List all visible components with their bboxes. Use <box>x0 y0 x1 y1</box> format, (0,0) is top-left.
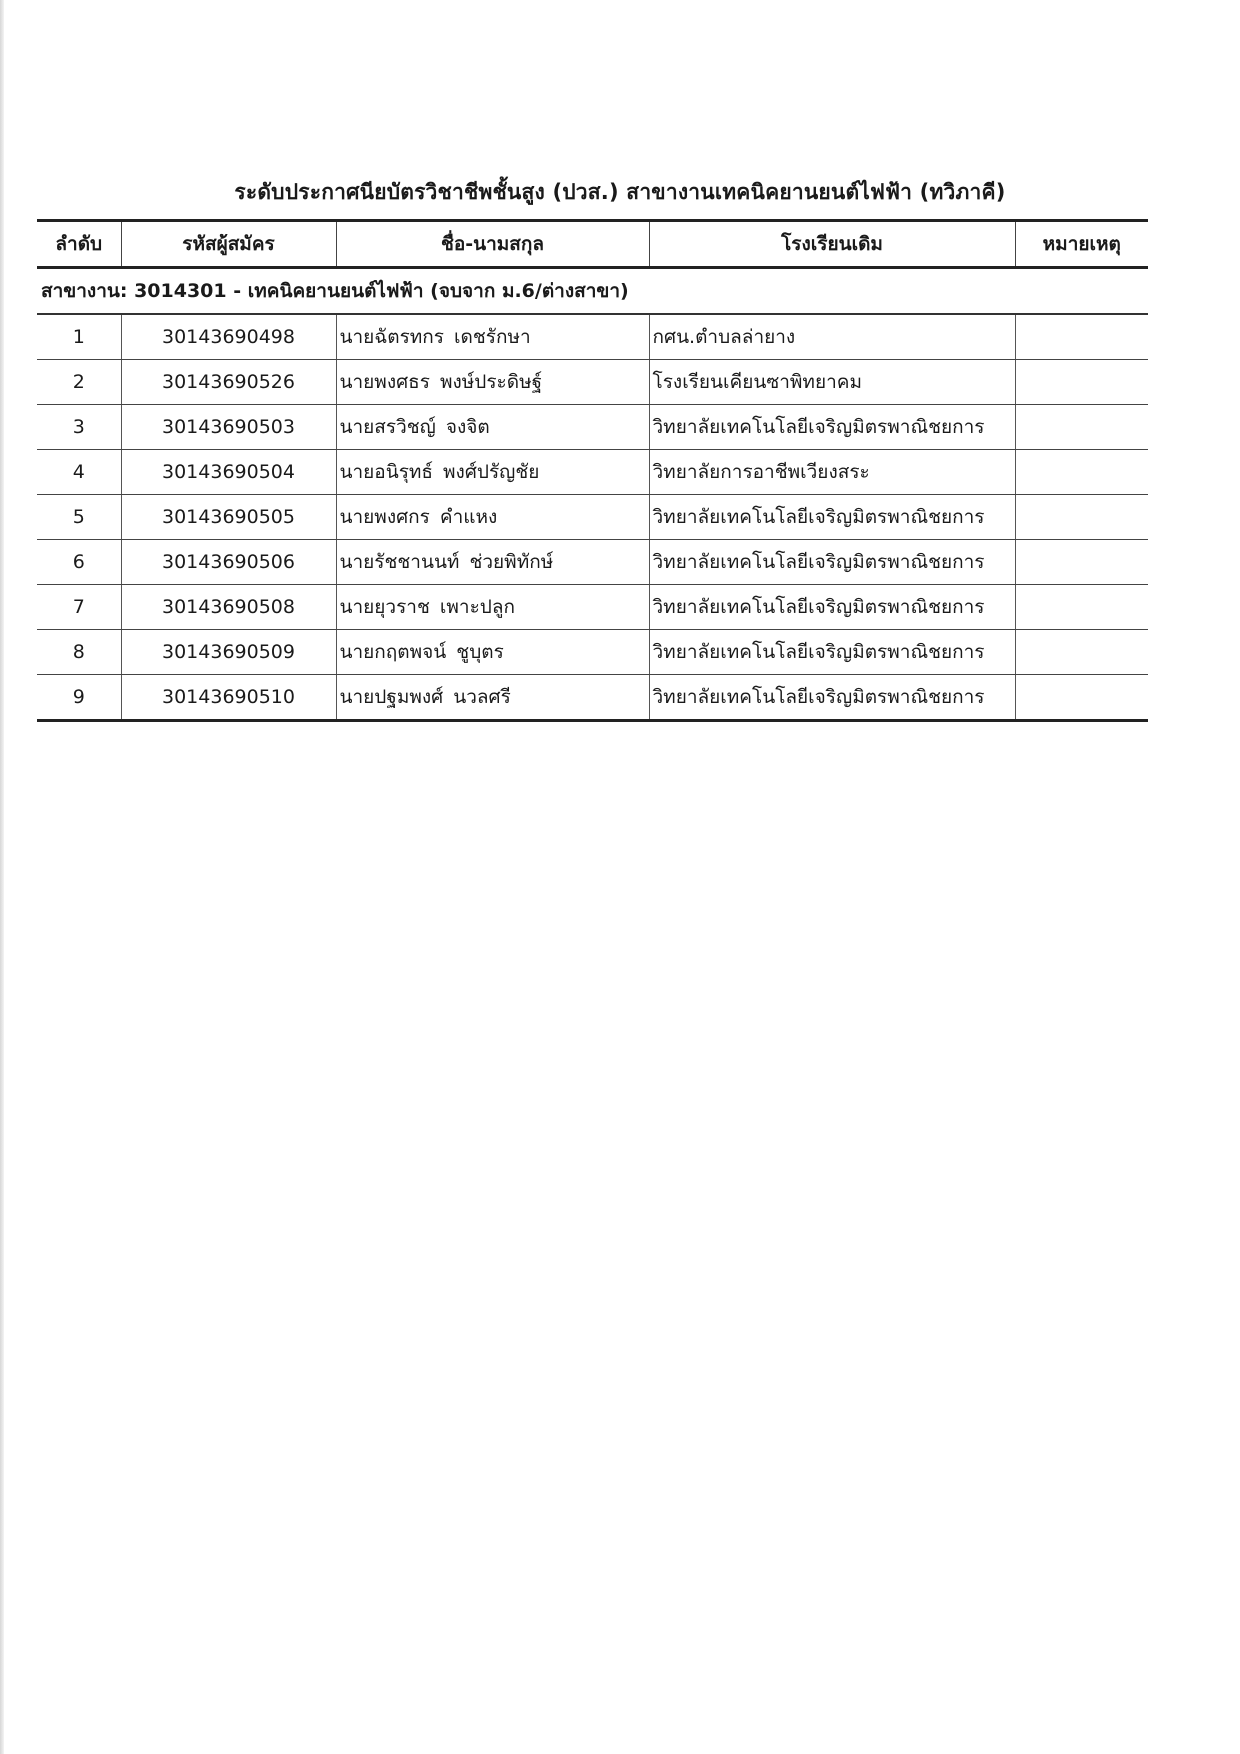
cell-remarks <box>1015 360 1148 405</box>
cell-order: 9 <box>37 675 121 721</box>
cell-remarks <box>1015 585 1148 630</box>
first-name: นายสรวิชญ์ <box>339 416 436 438</box>
last-name: ช่วยพิทักษ์ <box>469 551 554 573</box>
last-name: เพาะปลูก <box>439 596 515 618</box>
cell-remarks <box>1015 540 1148 585</box>
scan-edge <box>0 0 4 1754</box>
cell-full-name <box>336 450 649 495</box>
cell-applicant-id: 30143690506 <box>121 540 336 585</box>
header-remarks: หมายเหตุ <box>1015 221 1148 268</box>
header-full-name: ชื่อ-นามสกุล <box>336 221 649 268</box>
header-previous-school: โรงเรียนเดิม <box>649 221 1015 268</box>
cell-order: 8 <box>37 630 121 675</box>
cell-order: 3 <box>37 405 121 450</box>
last-name: จงจิต <box>445 416 490 438</box>
cell-previous-school: กศน.ตำบลล่ายาง <box>649 314 1015 360</box>
applicant-table <box>37 219 1148 722</box>
cell-applicant-id: 30143690510 <box>121 675 336 721</box>
table-body <box>37 268 1148 721</box>
first-name: นายอนิรุทธ์ <box>339 461 434 483</box>
first-name: นายพงศกร <box>339 506 430 528</box>
last-name: ชูบุตร <box>456 641 504 663</box>
cell-applicant-id: 30143690509 <box>121 630 336 675</box>
cell-order: 6 <box>37 540 121 585</box>
cell-previous-school: วิทยาลัยเทคโนโลยีเจริญมิตรพาณิชยการ <box>649 675 1015 721</box>
table-row <box>37 630 1148 675</box>
table-row <box>37 450 1148 495</box>
cell-order: 5 <box>37 495 121 540</box>
cell-full-name <box>336 495 649 540</box>
cell-full-name <box>336 675 649 721</box>
cell-applicant-id: 30143690503 <box>121 405 336 450</box>
section-label: สาขางาน: 3014301 - เทคนิคยานยนต์ไฟฟ้า (จบจาก ม.6/ต่างสาขา) <box>37 268 1148 315</box>
table-header <box>37 221 1148 268</box>
cell-remarks <box>1015 675 1148 721</box>
document-title: ระดับประกาศนียบัตรวิชาชีพชั้นสูง (ปวส.) สาขางานเทคนิคยานยนต์ไฟฟ้า (ทวิภาคี) <box>234 180 1006 204</box>
cell-order: 7 <box>37 585 121 630</box>
table-row <box>37 495 1148 540</box>
cell-previous-school: วิทยาลัยเทคโนโลยีเจริญมิตรพาณิชยการ <box>649 630 1015 675</box>
cell-full-name <box>336 314 649 360</box>
header-applicant-id: รหัสผู้สมัคร <box>121 221 336 268</box>
last-name: นวลศรี <box>453 686 511 708</box>
cell-previous-school: วิทยาลัยเทคโนโลยีเจริญมิตรพาณิชยการ <box>649 495 1015 540</box>
table-row <box>37 540 1148 585</box>
table-row <box>37 405 1148 450</box>
header-order: ลำดับ <box>37 221 121 268</box>
cell-remarks <box>1015 405 1148 450</box>
last-name: พงษ์ประดิษฐ์ <box>439 371 543 393</box>
cell-applicant-id: 30143690504 <box>121 450 336 495</box>
cell-applicant-id: 30143690508 <box>121 585 336 630</box>
cell-order: 1 <box>37 314 121 360</box>
cell-order: 4 <box>37 450 121 495</box>
cell-applicant-id: 30143690498 <box>121 314 336 360</box>
cell-full-name <box>336 405 649 450</box>
last-name: คำแหง <box>439 506 498 528</box>
cell-remarks <box>1015 630 1148 675</box>
cell-remarks <box>1015 495 1148 540</box>
table-row <box>37 360 1148 405</box>
first-name: นายยุวราช <box>339 596 430 618</box>
first-name: นายรัชชานนท์ <box>339 551 460 573</box>
cell-applicant-id: 30143690526 <box>121 360 336 405</box>
cell-full-name <box>336 585 649 630</box>
last-name: พงศ์ปรัญชัย <box>443 461 540 483</box>
cell-remarks <box>1015 314 1148 360</box>
cell-remarks <box>1015 450 1148 495</box>
cell-previous-school: วิทยาลัยเทคโนโลยีเจริญมิตรพาณิชยการ <box>649 405 1015 450</box>
cell-full-name <box>336 360 649 405</box>
first-name: นายพงศธร <box>339 371 430 393</box>
cell-full-name <box>336 630 649 675</box>
first-name: นายกฤตพจน์ <box>339 641 447 663</box>
table-row <box>37 314 1148 360</box>
cell-full-name <box>336 540 649 585</box>
cell-previous-school: วิทยาลัยเทคโนโลยีเจริญมิตรพาณิชยการ <box>649 585 1015 630</box>
first-name: นายฉัตรทกร <box>339 326 445 348</box>
table-row <box>37 585 1148 630</box>
first-name: นายปฐมพงศ์ <box>339 686 444 708</box>
cell-applicant-id: 30143690505 <box>121 495 336 540</box>
section-row <box>37 268 1148 315</box>
cell-previous-school: โรงเรียนเคียนซาพิทยาคม <box>649 360 1015 405</box>
last-name: เดชรักษา <box>454 326 531 348</box>
cell-previous-school: วิทยาลัยการอาชีพเวียงสระ <box>649 450 1015 495</box>
cell-order: 2 <box>37 360 121 405</box>
table-row <box>37 675 1148 721</box>
cell-previous-school: วิทยาลัยเทคโนโลยีเจริญมิตรพาณิชยการ <box>649 540 1015 585</box>
